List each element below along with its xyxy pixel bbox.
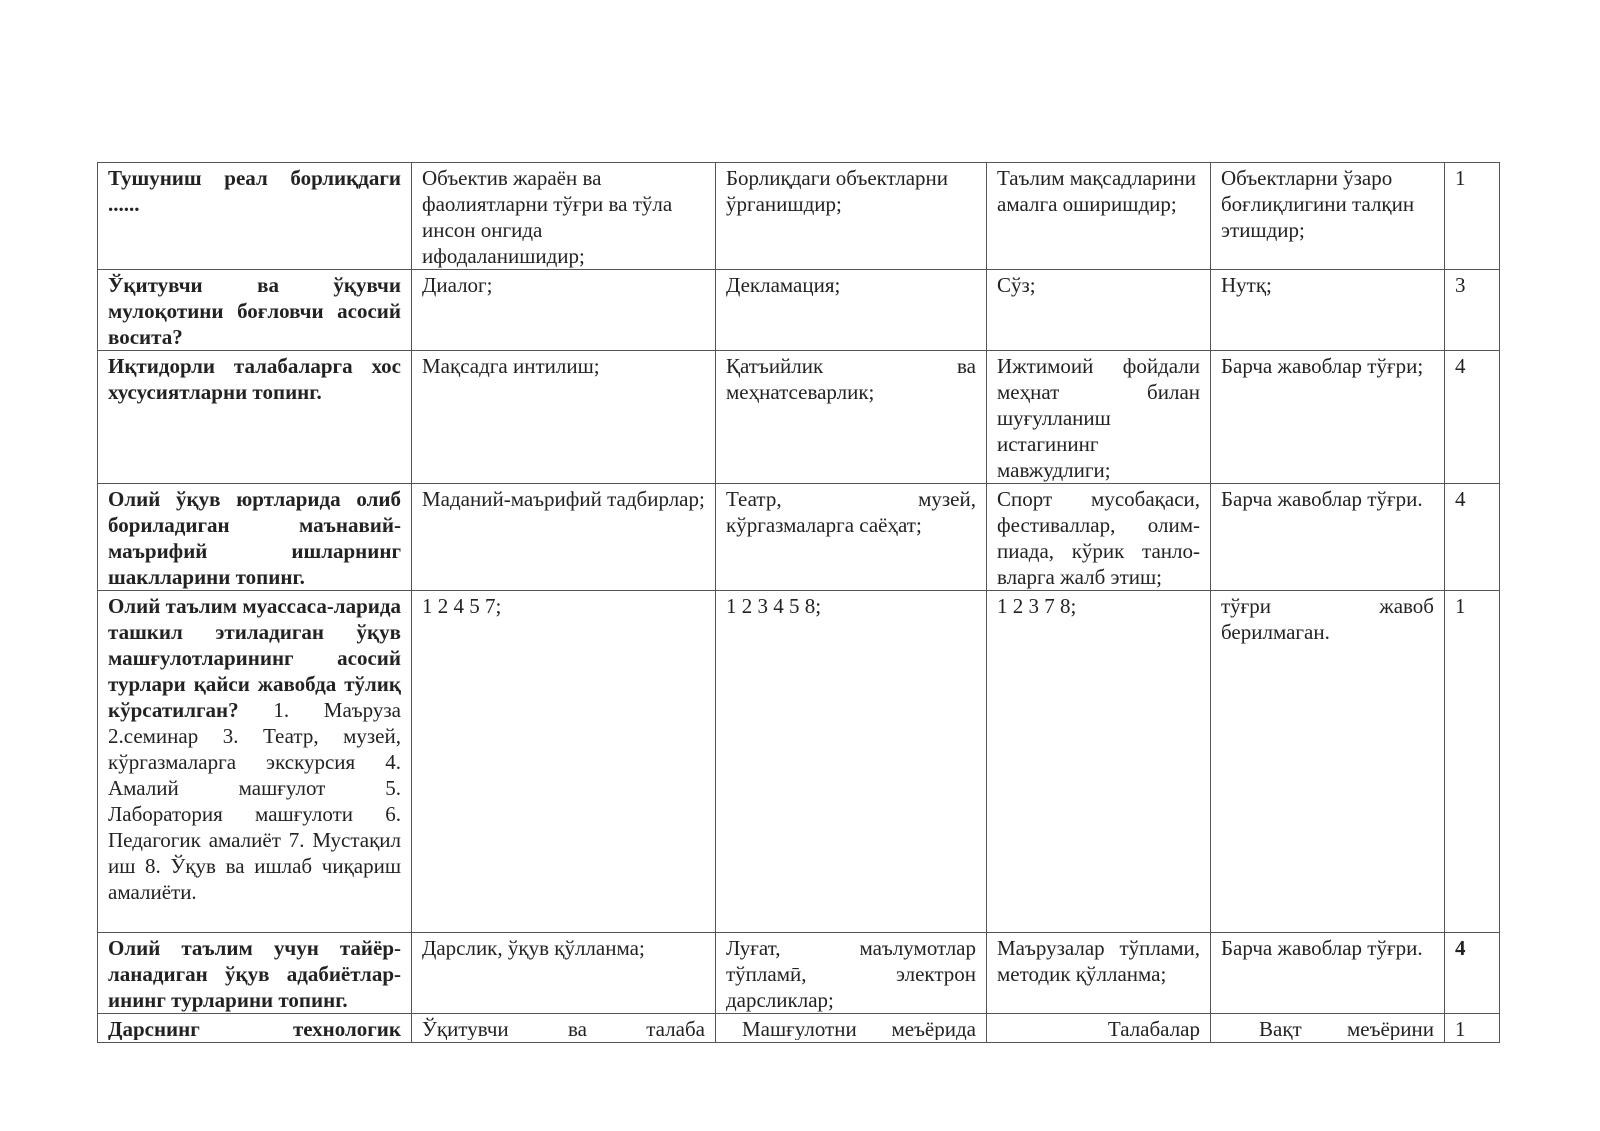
option-c-cell: Сўз; <box>987 270 1211 351</box>
option-d-cell <box>1211 1014 1445 1043</box>
option-c-text: Талабалар <box>1107 1017 1200 1040</box>
option-c-cell: Маърузалар тўплами, методик қўлланма; <box>987 933 1211 1014</box>
option-b-cell <box>716 1014 987 1043</box>
answer-cell: 1 <box>1445 591 1500 933</box>
option-a-cell: Объектив жараён ва фаолиятларни тўғри ва тўла инсон онгида ифодаланишидир; <box>412 163 716 270</box>
answer-cell: 3 <box>1445 270 1500 351</box>
table-row <box>98 163 1500 270</box>
question-text: Олий таълим муассаса-ларида ташкил этиладиган ўқув машғулотларининг асосий турлари қайси жавобда тўлиқ кўрсатилган? <box>108 594 401 722</box>
question-list-text: 1. Маъруза 2.семинар 3. Театр, музей, кўргазмаларга экскурсия 4. Амалий машғулот 5. Лаборатория машғулоти 6. Педагогик амалиёт 7. Мустақил иш 8. Ўқув ва ишлаб чиқариш амалиёти. <box>108 698 401 904</box>
question-cell: Олий ўқув юртларида олиб бориладиган маънавий-маърифий ишларнинг шаклларини топинг. <box>98 484 412 591</box>
option-a-cell: Диалог; <box>412 270 716 351</box>
option-b-cell: Луғат, маълумотлар тўпламӣ, электрон дарсликлар; <box>716 933 987 1014</box>
option-b-cell: Декламация; <box>716 270 987 351</box>
option-b-text: Машғулотни меъёрида <box>742 1017 976 1040</box>
table-row <box>98 933 1500 1014</box>
table-row <box>98 270 1500 351</box>
option-b-cell: Борлиқдаги объектларни ўрганишдир; <box>716 163 987 270</box>
table-row <box>98 484 1500 591</box>
table-row <box>98 591 1500 933</box>
option-d-text: Вақт меъёрини <box>1259 1017 1434 1040</box>
option-a-cell: Дарслик, ўқув қўлланма; <box>412 933 716 1014</box>
question-cell: Иқтидорли талабаларга хос хусусиятларни топинг. <box>98 351 412 484</box>
option-d-cell: Барча жавоблар тўғри. <box>1211 484 1445 591</box>
option-d-cell: тўғри жавоб берилмаган. <box>1211 591 1445 933</box>
answer-cell: 4 <box>1445 351 1500 484</box>
option-d-cell: Барча жавоблар тўғри; <box>1211 351 1445 484</box>
option-a-cell: 1 2 4 5 7; <box>412 591 716 933</box>
option-c-cell <box>987 1014 1211 1043</box>
option-b-cell: Қатъийлик ва меҳнатсеварлик; <box>716 351 987 484</box>
question-cell <box>98 1014 412 1043</box>
table-row <box>98 1014 1500 1043</box>
option-c-cell: Спорт мусобақаси, фестиваллар, олим-пиада, кўрик танло-вларга жалб этиш; <box>987 484 1211 591</box>
option-a-cell: Маданий-маърифий тадбирлар; <box>412 484 716 591</box>
option-b-cell: 1 2 3 4 5 8; <box>716 591 987 933</box>
question-text: Дарснинг технологик <box>108 1017 401 1040</box>
answer-cell: 1 <box>1445 163 1500 270</box>
option-a-text: Ўқитувчи ва талаба <box>422 1017 705 1040</box>
option-d-cell: Нутқ; <box>1211 270 1445 351</box>
question-cell <box>98 591 412 933</box>
answer-cell: 1 <box>1445 1014 1500 1043</box>
option-b-cell: Театр, музей, кўргазмаларга саёҳат; <box>716 484 987 591</box>
answer-cell: 4 <box>1445 933 1500 1014</box>
option-a-cell: Мақсадга интилиш; <box>412 351 716 484</box>
question-cell: Ўқитувчи ва ўқувчи мулоқотини боғловчи асосий восита? <box>98 270 412 351</box>
question-cell: Тушуниш реал борлиқдаги ...... <box>98 163 412 270</box>
option-c-cell: Таълим мақсадларини амалга оширишдир; <box>987 163 1211 270</box>
question-cell: Олий таълим учун тайёр-ланадиган ўқув адабиётлар-ининг турларини топинг. <box>98 933 412 1014</box>
option-a-cell <box>412 1014 716 1043</box>
test-questions-table <box>97 162 1500 1043</box>
option-c-cell: Ижтимоий фойдали меҳнат билан шуғулланиш истагининг мавжудлиги; <box>987 351 1211 484</box>
option-d-cell: Барча жавоблар тўғри. <box>1211 933 1445 1014</box>
answer-cell: 4 <box>1445 484 1500 591</box>
table-row <box>98 351 1500 484</box>
option-d-cell: Объектларни ўзаро боғлиқлигини талқин этишдир; <box>1211 163 1445 270</box>
option-c-cell: 1 2 3 7 8; <box>987 591 1211 933</box>
